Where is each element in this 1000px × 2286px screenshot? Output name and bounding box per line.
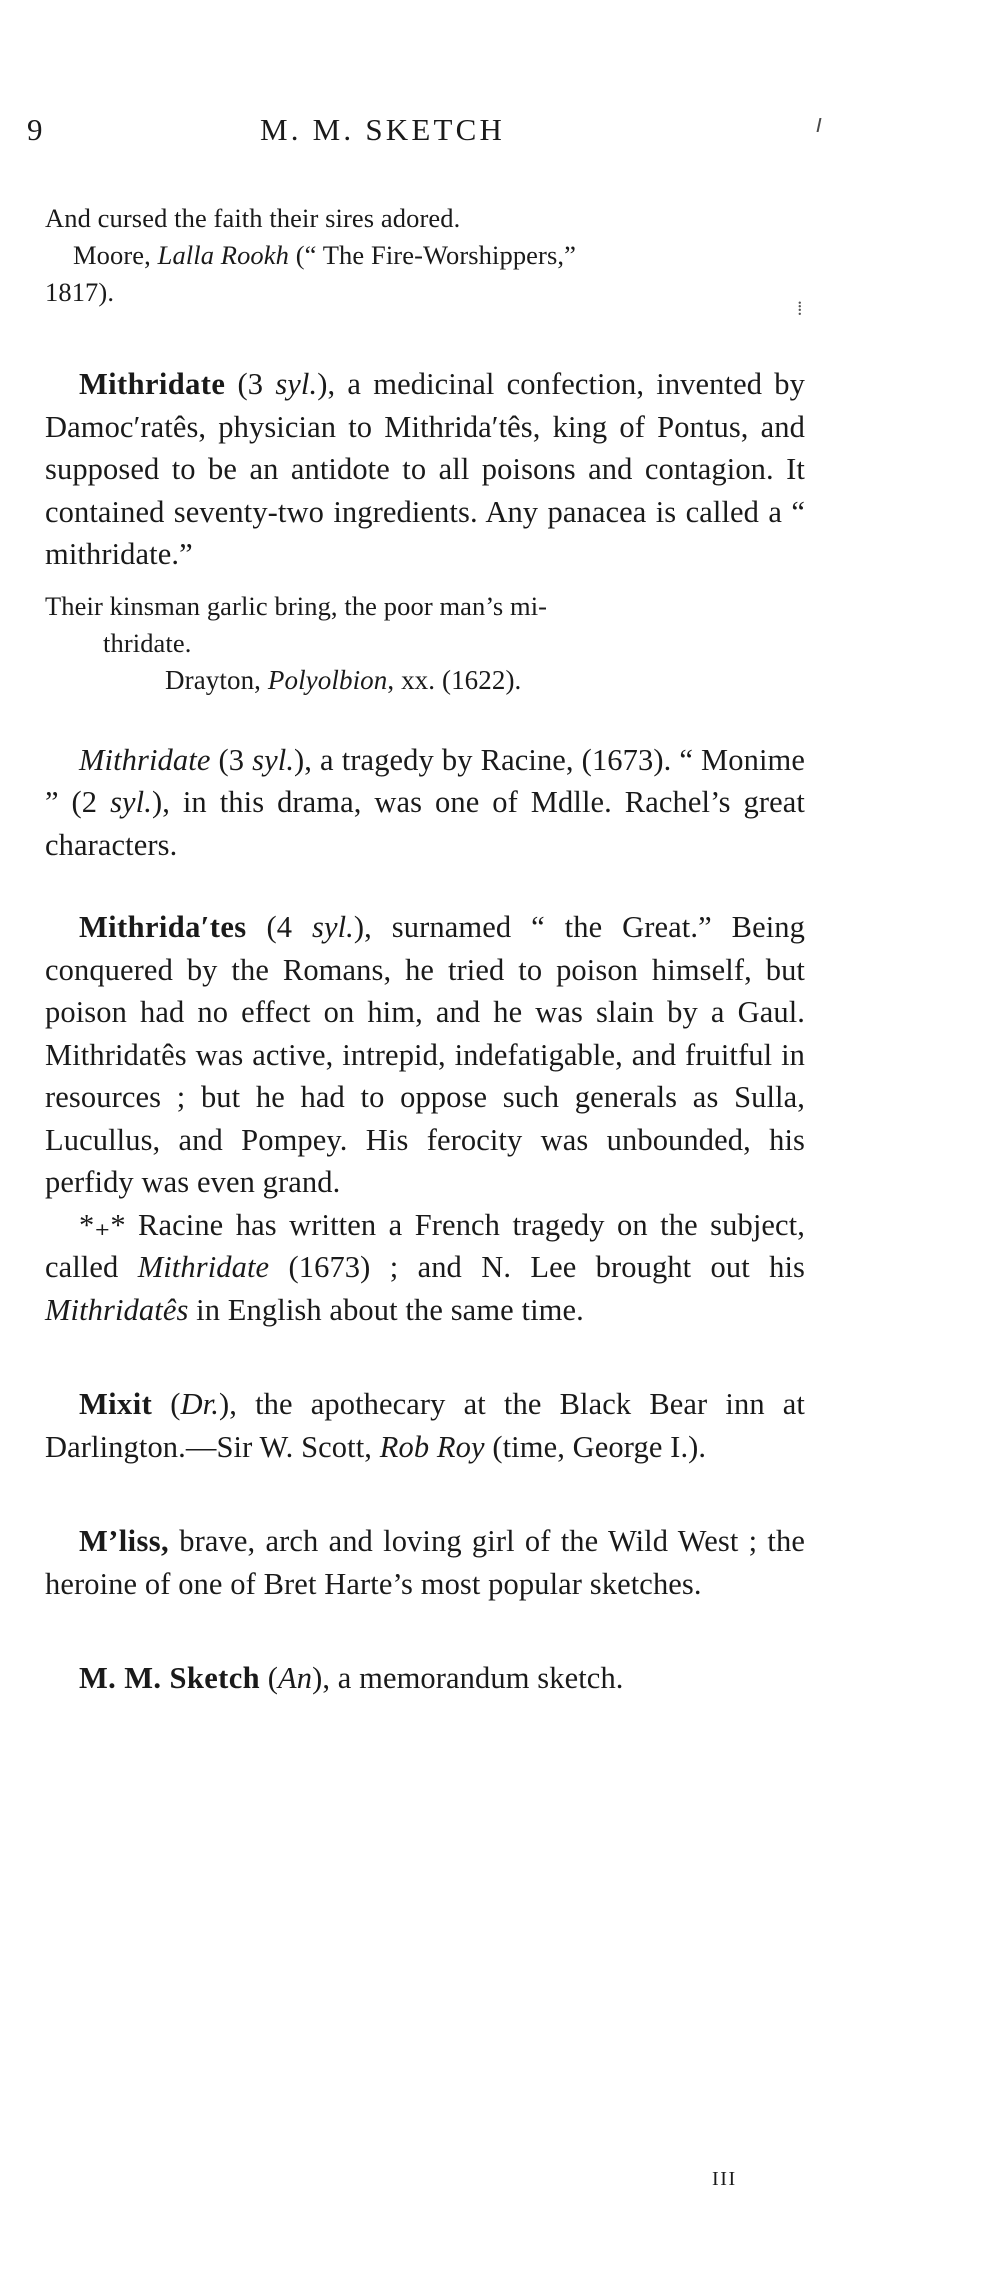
entry-headword: Mithridate bbox=[79, 742, 211, 777]
entry-quote-line-2: thridate. bbox=[103, 627, 192, 658]
text-column bbox=[45, 200, 805, 1700]
running-head: M. M. SKETCH bbox=[260, 112, 506, 147]
dictionary-entry-mm-sketch: M. M. Sketch (An), a memorandum sketch. bbox=[79, 1661, 624, 1695]
entry-headword: Mithridate bbox=[79, 367, 226, 401]
dictionary-entry-mithridate: Mithridate (3 syl.), a medicinal confection, invented by Damoc′ratês, physician to Mithrida′tês, king of Pontus, and supposed to be an antidote to all poisons and contagion. It contained seventy-two ingredients. Any panacea is called a “ mithridate.” bbox=[45, 367, 805, 571]
asterism-marker: *₊* bbox=[79, 1207, 126, 1242]
entry-quote-line-1: Their kinsman garlic bring, the poor man’s mi- bbox=[45, 590, 548, 621]
entry-headword: M. M. Sketch bbox=[79, 1661, 260, 1695]
signature-mark: III bbox=[712, 2168, 737, 2190]
dictionary-entry-mithridate-tragedy: Mithridate (3 syl.), a tragedy by Racine, (1673). “ Monime ” (2 syl.), in this drama, was one of Mdlle. Rachel’s great characters. bbox=[45, 742, 805, 862]
quote-continuation-attribution: Moore, Lalla Rookh (“ The Fire-Worshippers,” bbox=[73, 240, 576, 270]
entry-headword: Mixit bbox=[79, 1387, 153, 1421]
folio-number: 9 bbox=[27, 112, 43, 147]
quote-continuation-year: 1817). bbox=[45, 277, 115, 307]
entry-headword: Mithrida′tes bbox=[79, 910, 247, 944]
margin-mark: ⁞ bbox=[797, 298, 803, 320]
quote-continuation-line: And cursed the faith their sires adored. bbox=[45, 203, 461, 233]
entry-note-mithridates: *₊* Racine has written a French tragedy on the subject, called Mithridate (1673) ; and N. Lee brought out his Mithridatês in English about the same time. bbox=[45, 1207, 805, 1327]
entry-headword: M’liss, bbox=[79, 1524, 170, 1558]
dictionary-entry-mliss: M’liss, brave, arch and loving girl of the Wild West ; the heroine of one of Bret Harte’s most popular sketches. bbox=[45, 1524, 805, 1601]
page-header bbox=[0, 110, 1000, 160]
dictionary-entry-mixit: Mixit (Dr.), the apothecary at the Black Bear inn at Darlington.—Sir W. Scott, Rob Roy (time, George I.). bbox=[45, 1387, 806, 1464]
dictionary-entry-mithridates: Mithrida′tes (4 syl.), surnamed “ the Great.” Being conquered by the Romans, he tried to poison himself, but poison had no effect on him, and he was slain by a Gaul. Mithridatês was active, intrepid, indefatigable, and fruitful in resources ; but he had to oppose such generals as Sulla, Lucullus, and Pompey. His ferocity was unbounded, his perfidy was even grand. bbox=[45, 910, 805, 1199]
header-tick-mark bbox=[817, 118, 822, 132]
entry-quote-attribution: Drayton, Polyolbion, xx. (1622). bbox=[165, 664, 522, 695]
